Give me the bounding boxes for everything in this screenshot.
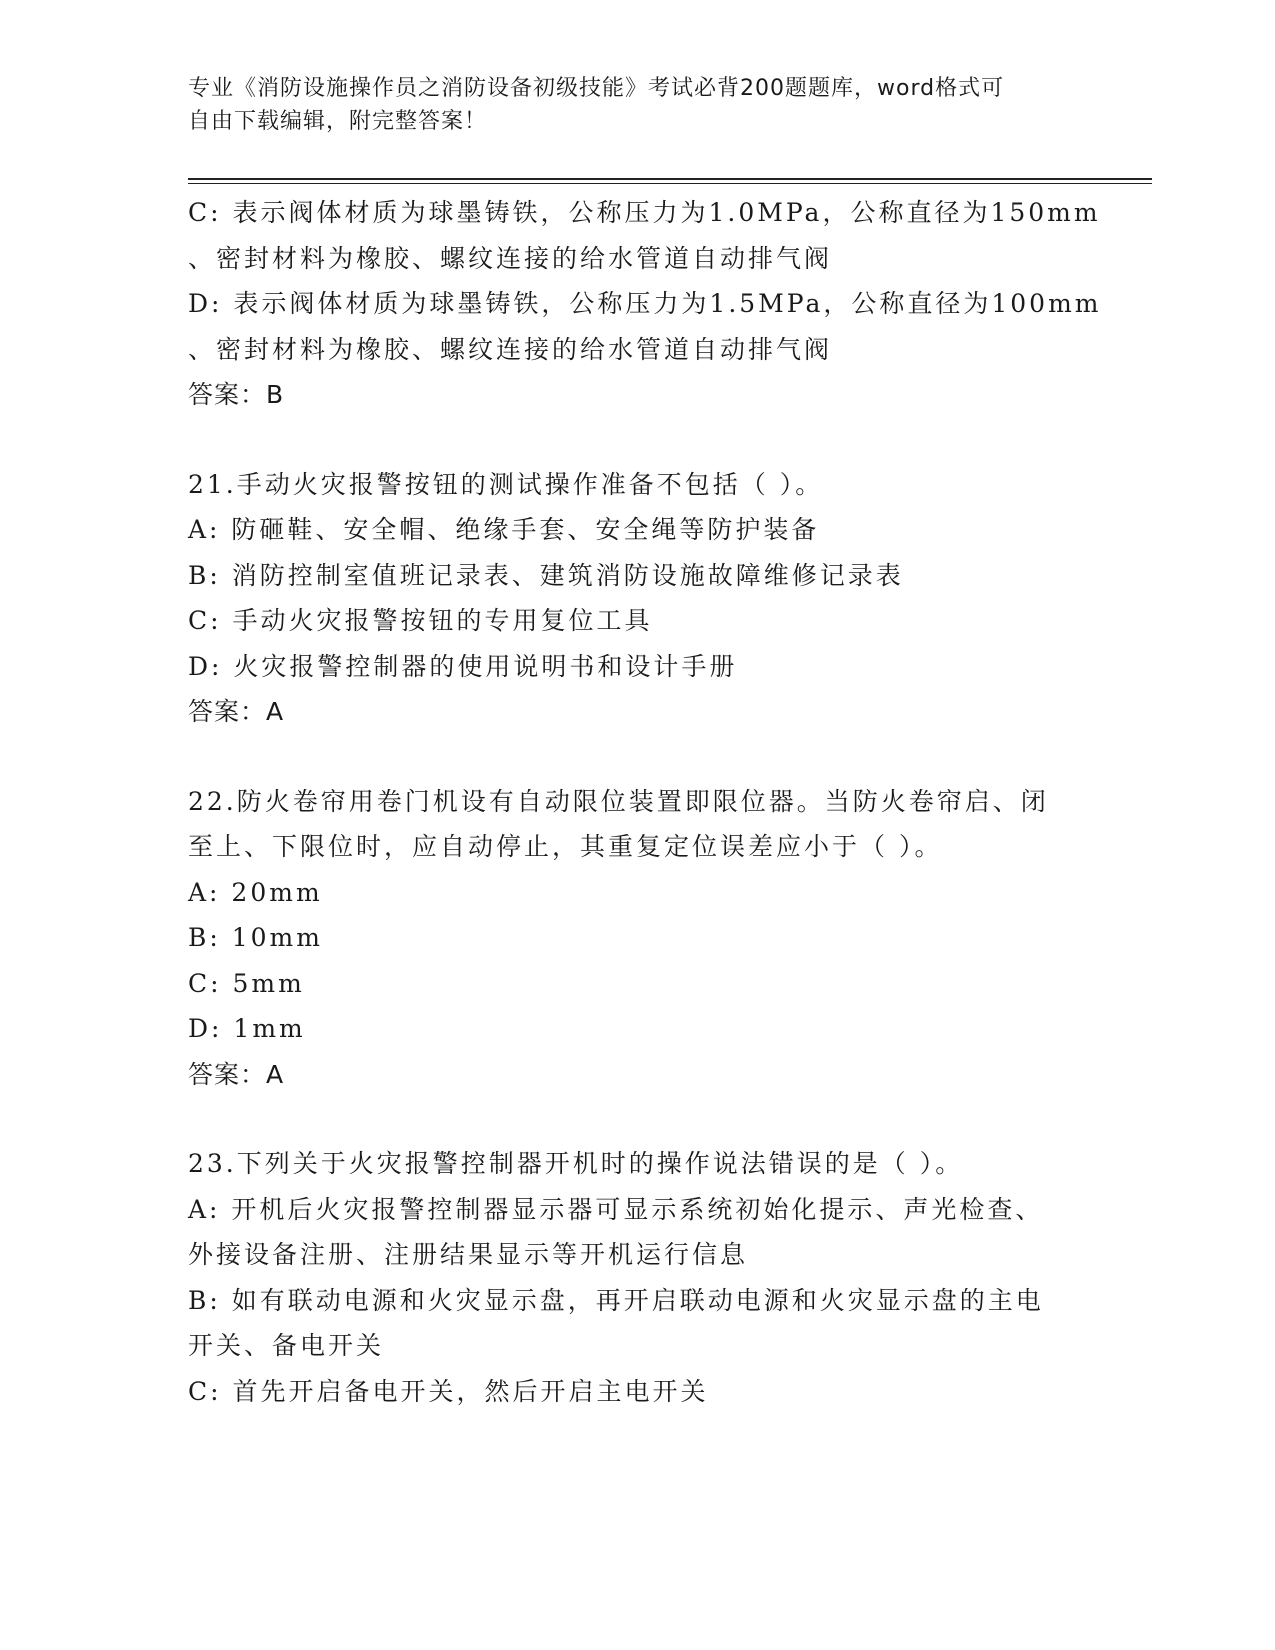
header-divider-thick (188, 178, 1152, 180)
question-content (188, 190, 1102, 1414)
header-divider-thin (188, 183, 1152, 184)
spacer (188, 418, 1088, 462)
q23-option-b-line-2: 开关、备电开关 (188, 1331, 385, 1360)
header-line-1: 专业《消防设施操作员之消防设备初级技能》考试必背200题题库，word格式可 (188, 76, 1005, 101)
q22-answer: 答案：A (188, 1059, 285, 1089)
q21-option-a: A: 防砸鞋、安全帽、绝缘手套、安全绳等防护装备 (188, 515, 820, 544)
header-line-2: 自由下载编辑，附完整答案！ (188, 109, 488, 134)
q20-option-c-line-1: C: 表示阀体材质为球墨铸铁，公称压力为1.0MPa，公称直径为150mm (188, 198, 1101, 227)
spacer (188, 1097, 1088, 1141)
q20-answer: 答案：B (188, 380, 285, 409)
q22-stem-line-1: 22.防火卷帘用卷门机设有自动限位装置即限位器。当防火卷帘启、闭 (188, 786, 1049, 816)
q22-option-a: A: 20mm (188, 877, 323, 907)
q22-option-d: D: 1mm (188, 1014, 306, 1043)
q21-option-d: D: 火灾报警控制器的使用说明书和设计手册 (188, 651, 738, 681)
q23-stem: 23.下列关于火灾报警控制器开机时的操作说法错误的是（ ）。 (188, 1149, 964, 1178)
q20-option-c-line-2: 、密封材料为橡胶、螺纹连接的给水管道自动排气阀 (188, 243, 833, 273)
q23-option-b-line-1: B: 如有联动电源和火灾显示盘，再开启联动电源和火灾显示盘的主电 (188, 1285, 1044, 1315)
q22-option-c: C: 5mm (188, 968, 305, 998)
q22-stem-line-2: 至上、下限位时，应自动停止，其重复定位误差应小于（ ）。 (188, 832, 943, 861)
q23-option-c: C: 首先开启备电开关，然后开启主电开关 (188, 1376, 709, 1406)
q20-option-d-line-1: D: 表示阀体材质为球墨铸铁，公称压力为1.5MPa，公称直径为100mm (188, 289, 1102, 318)
question-20-tail (188, 190, 1102, 418)
q21-option-c: C: 手动火灾报警按钮的专用复位工具 (188, 606, 653, 635)
question-22 (188, 779, 1088, 1098)
question-21 (188, 462, 1088, 735)
document-header (188, 72, 1068, 138)
q20-option-d-line-2: 、密封材料为橡胶、螺纹连接的给水管道自动排气阀 (188, 334, 833, 364)
q21-option-b: B: 消防控制室值班记录表、建筑消防设施故障维修记录表 (188, 560, 904, 590)
q22-option-b: B: 10mm (188, 923, 323, 952)
q23-option-a-line-1: A: 开机后火灾报警控制器显示器可显示系统初始化提示、声光检查、 (188, 1194, 1044, 1224)
q21-stem: 21.手动火灾报警按钮的测试操作准备不包括（ ）。 (188, 469, 824, 499)
q23-option-a-line-2: 外接设备注册、注册结果显示等开机运行信息 (188, 1240, 749, 1269)
q21-answer: 答案：A (188, 697, 285, 726)
spacer (188, 735, 1088, 779)
question-23 (188, 1141, 1088, 1414)
